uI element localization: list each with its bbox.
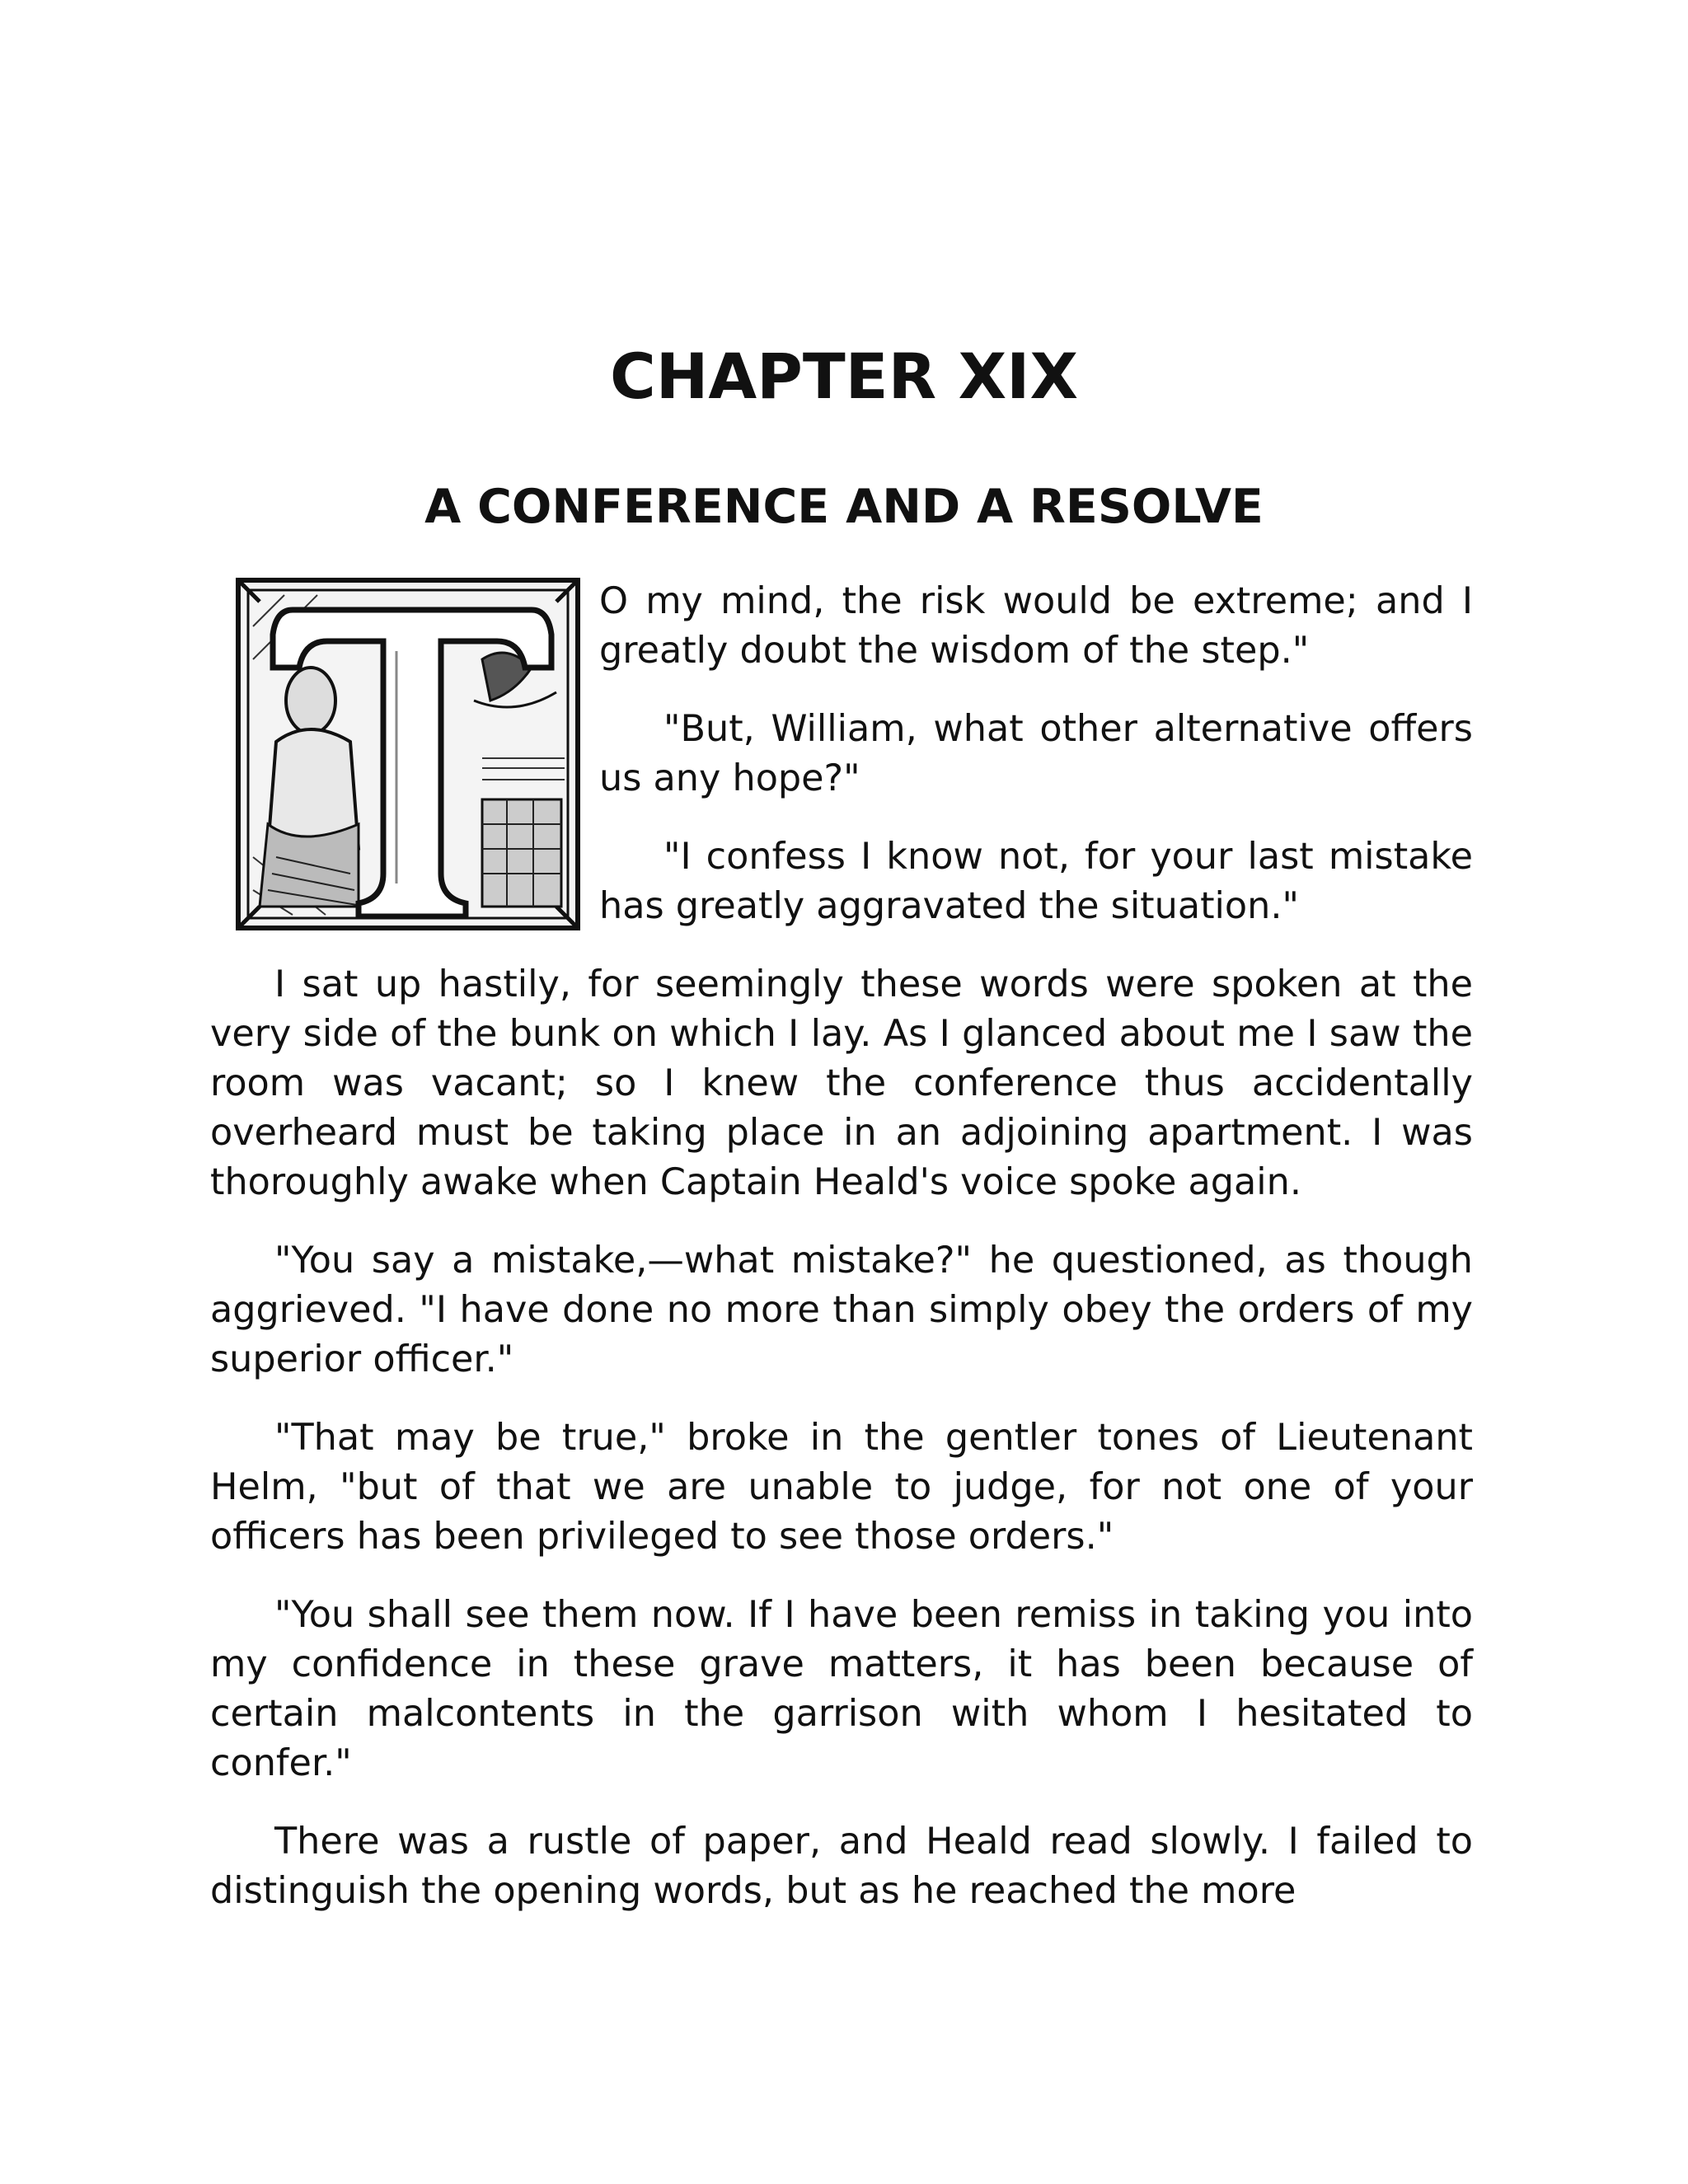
paragraph-1: O my mind, the risk would be extreme; and I greatly doubt the wisdom of the step.": [599, 580, 1473, 672]
paragraph-3: "I confess I know not, for your last mistake has greatly aggravated the situation.": [599, 836, 1473, 927]
paragraph-6: "That may be true," broke in the gentler tones of Lieutenant Helm, "but of that we are unable to judge, for not one of your officers has been privileged to see those orders.": [210, 1417, 1473, 1558]
illuminated-initial-t-icon: [235, 577, 581, 931]
chapter-title: CHAPTER XIX: [609, 340, 1079, 413]
chapter-subtitle: A CONFERENCE AND A RESOLVE: [424, 480, 1264, 534]
paragraph-8: There was a rustle of paper, and Heald read slowly. I failed to distinguish the opening words, but as he reached the more: [210, 1821, 1473, 1912]
chapter-body: [210, 577, 1473, 1945]
paragraph-5: "You say a mistake,—what mistake?" he questioned, as though aggrieved. "I have done no more than simply obey the orders of my superior officer.": [210, 1240, 1473, 1380]
paragraph-7: "You shall see them now. If I have been remiss in taking you into my confidence in these grave matters, it has been because of certain malcontents in the garrison with whom I hesitated to confer.": [210, 1594, 1473, 1784]
paragraph-4: I sat up hastily, for seemingly these words were spoken at the very side of the bunk on which I lay. As I glanced about me I saw the room was vacant; so I knew the conference thus accidentally overheard must be taking place in an adjoining apartment. I was thoroughly awake when Captain Heald's voice spoke again.: [210, 963, 1473, 1203]
paragraph-2: "But, William, what other alternative offers us any hope?": [599, 708, 1473, 799]
